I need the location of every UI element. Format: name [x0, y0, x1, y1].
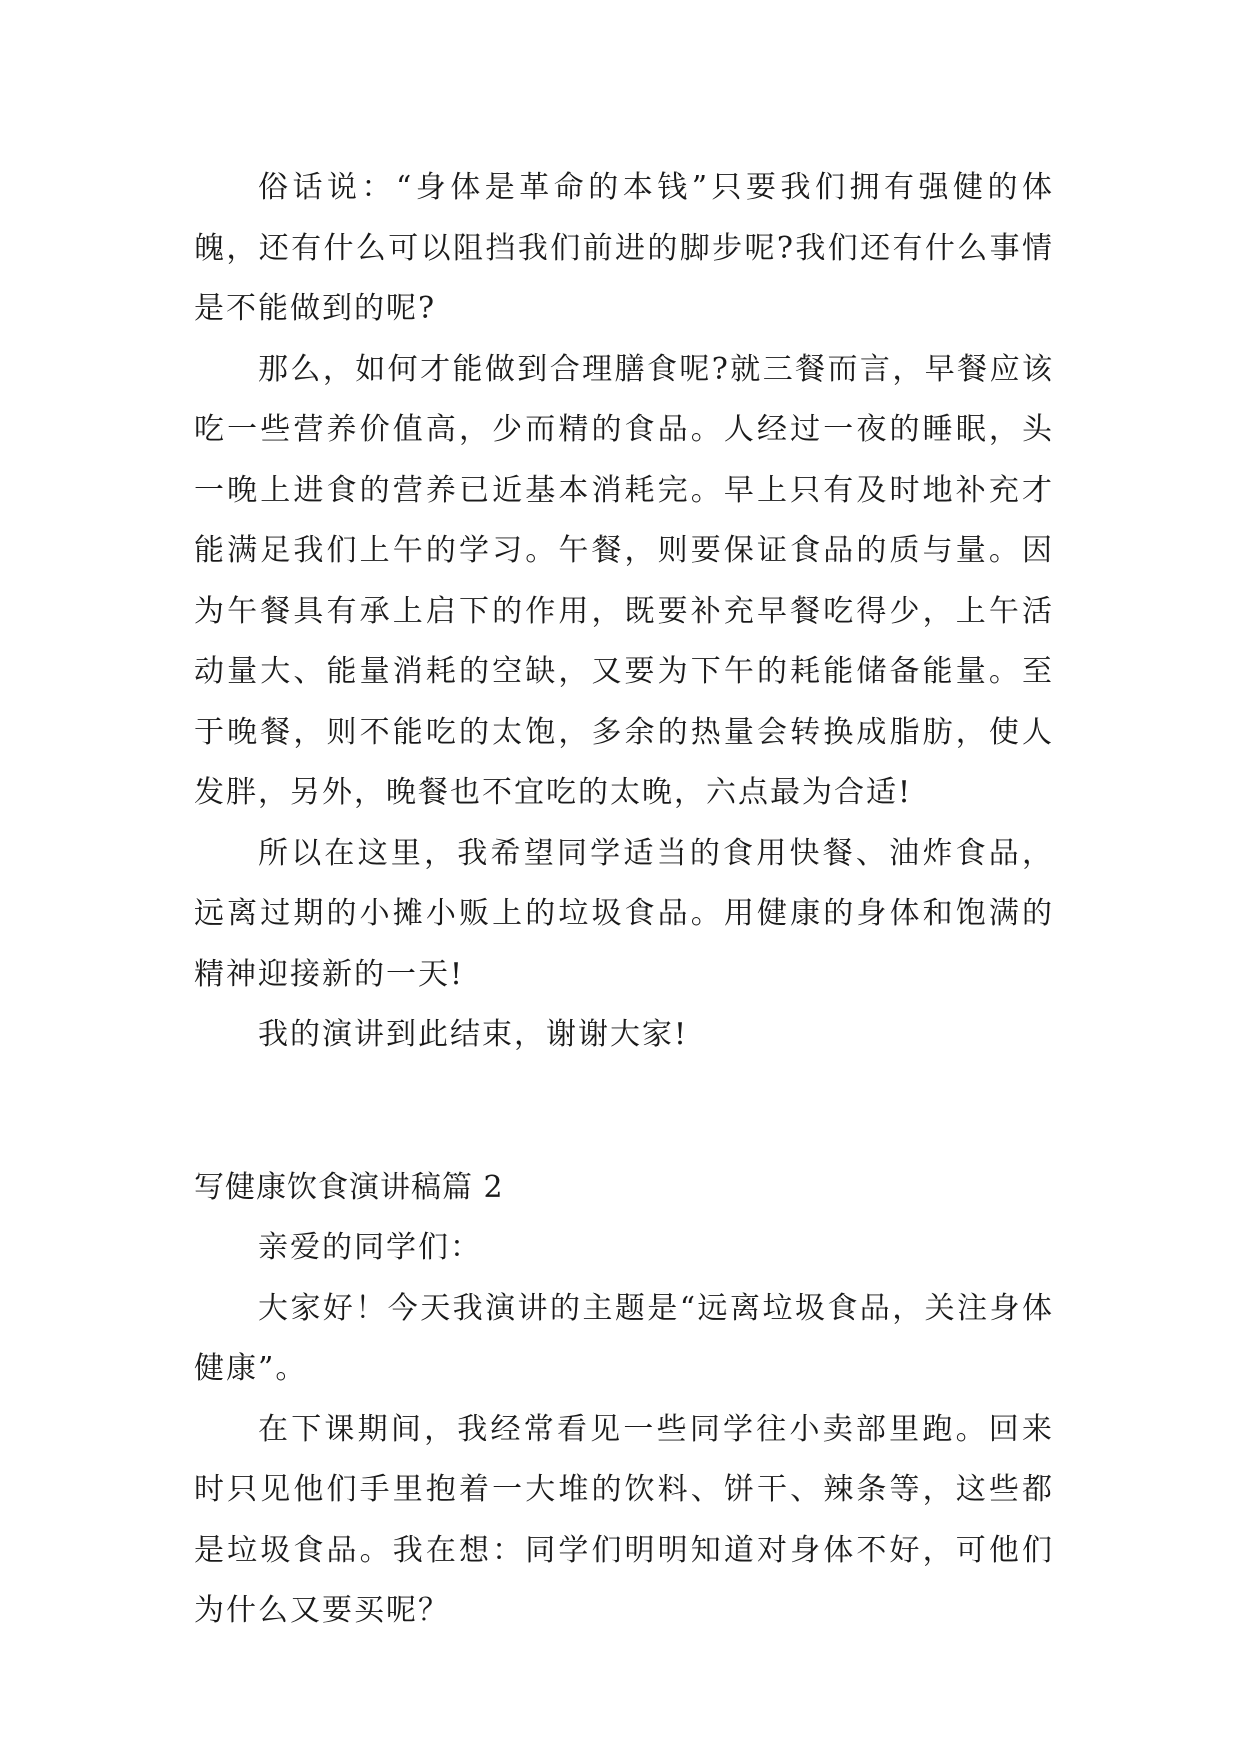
paragraph-health-proverb: 俗话说：“身体是革命的本钱”只要我们拥有强健的体魄，还有什么可以阻挡我们前进的脚步呢?我们还有什么事情是不能做到的呢? — [194, 170, 1054, 326]
paragraph-avoid-junk-food: 所以在这里，我希望同学适当的食用快餐、油炸食品，远离过期的小摊小贩上的垃圾食品。用健康的身体和饱满的精神迎接新的一天! — [194, 835, 1054, 992]
document-body — [194, 158, 1054, 1642]
section-gap — [194, 1066, 1054, 1158]
paragraph-speech-topic: 大家好！今天我演讲的主题是“远离垃圾食品，关注身体健康”。 — [194, 1290, 1054, 1386]
paragraph-snack-shop: 在下课期间，我经常看见一些同学往小卖部里跑。回来时只见他们手里抱着一大堆的饮料、饼干、辣条等，这些都是垃圾食品。我在想：同学们明明知道对身体不好，可他们为什么又要买呢？ — [194, 1411, 1054, 1628]
section-title: 写健康饮食演讲稿篇 2 — [194, 1169, 504, 1205]
paragraph-closing-thanks: 我的演讲到此结束，谢谢大家! — [258, 1017, 689, 1052]
paragraph-three-meals: 那么，如何才能做到合理膳食呢?就三餐而言，早餐应该吃一些营养价值高，少而精的食品。人经过一夜的睡眠，头一晚上进食的营养已近基本消耗完。早上只有及时地补充才能满足我们上午的学习。午餐，则要保证食品的质与量。因为午餐具有承上启下的作用，既要补充早餐吃得少，上午活动量大、能量消耗的空缺，又要为下午的耗能储备能量。至于晚餐，则不能吃的太饱，多余的热量会转换成脂肪，使人发胖，另外，晚餐也不宜吃的太晚，六点最为合适! — [194, 351, 1054, 810]
paragraph-greeting: 亲爱的同学们： — [258, 1230, 482, 1265]
